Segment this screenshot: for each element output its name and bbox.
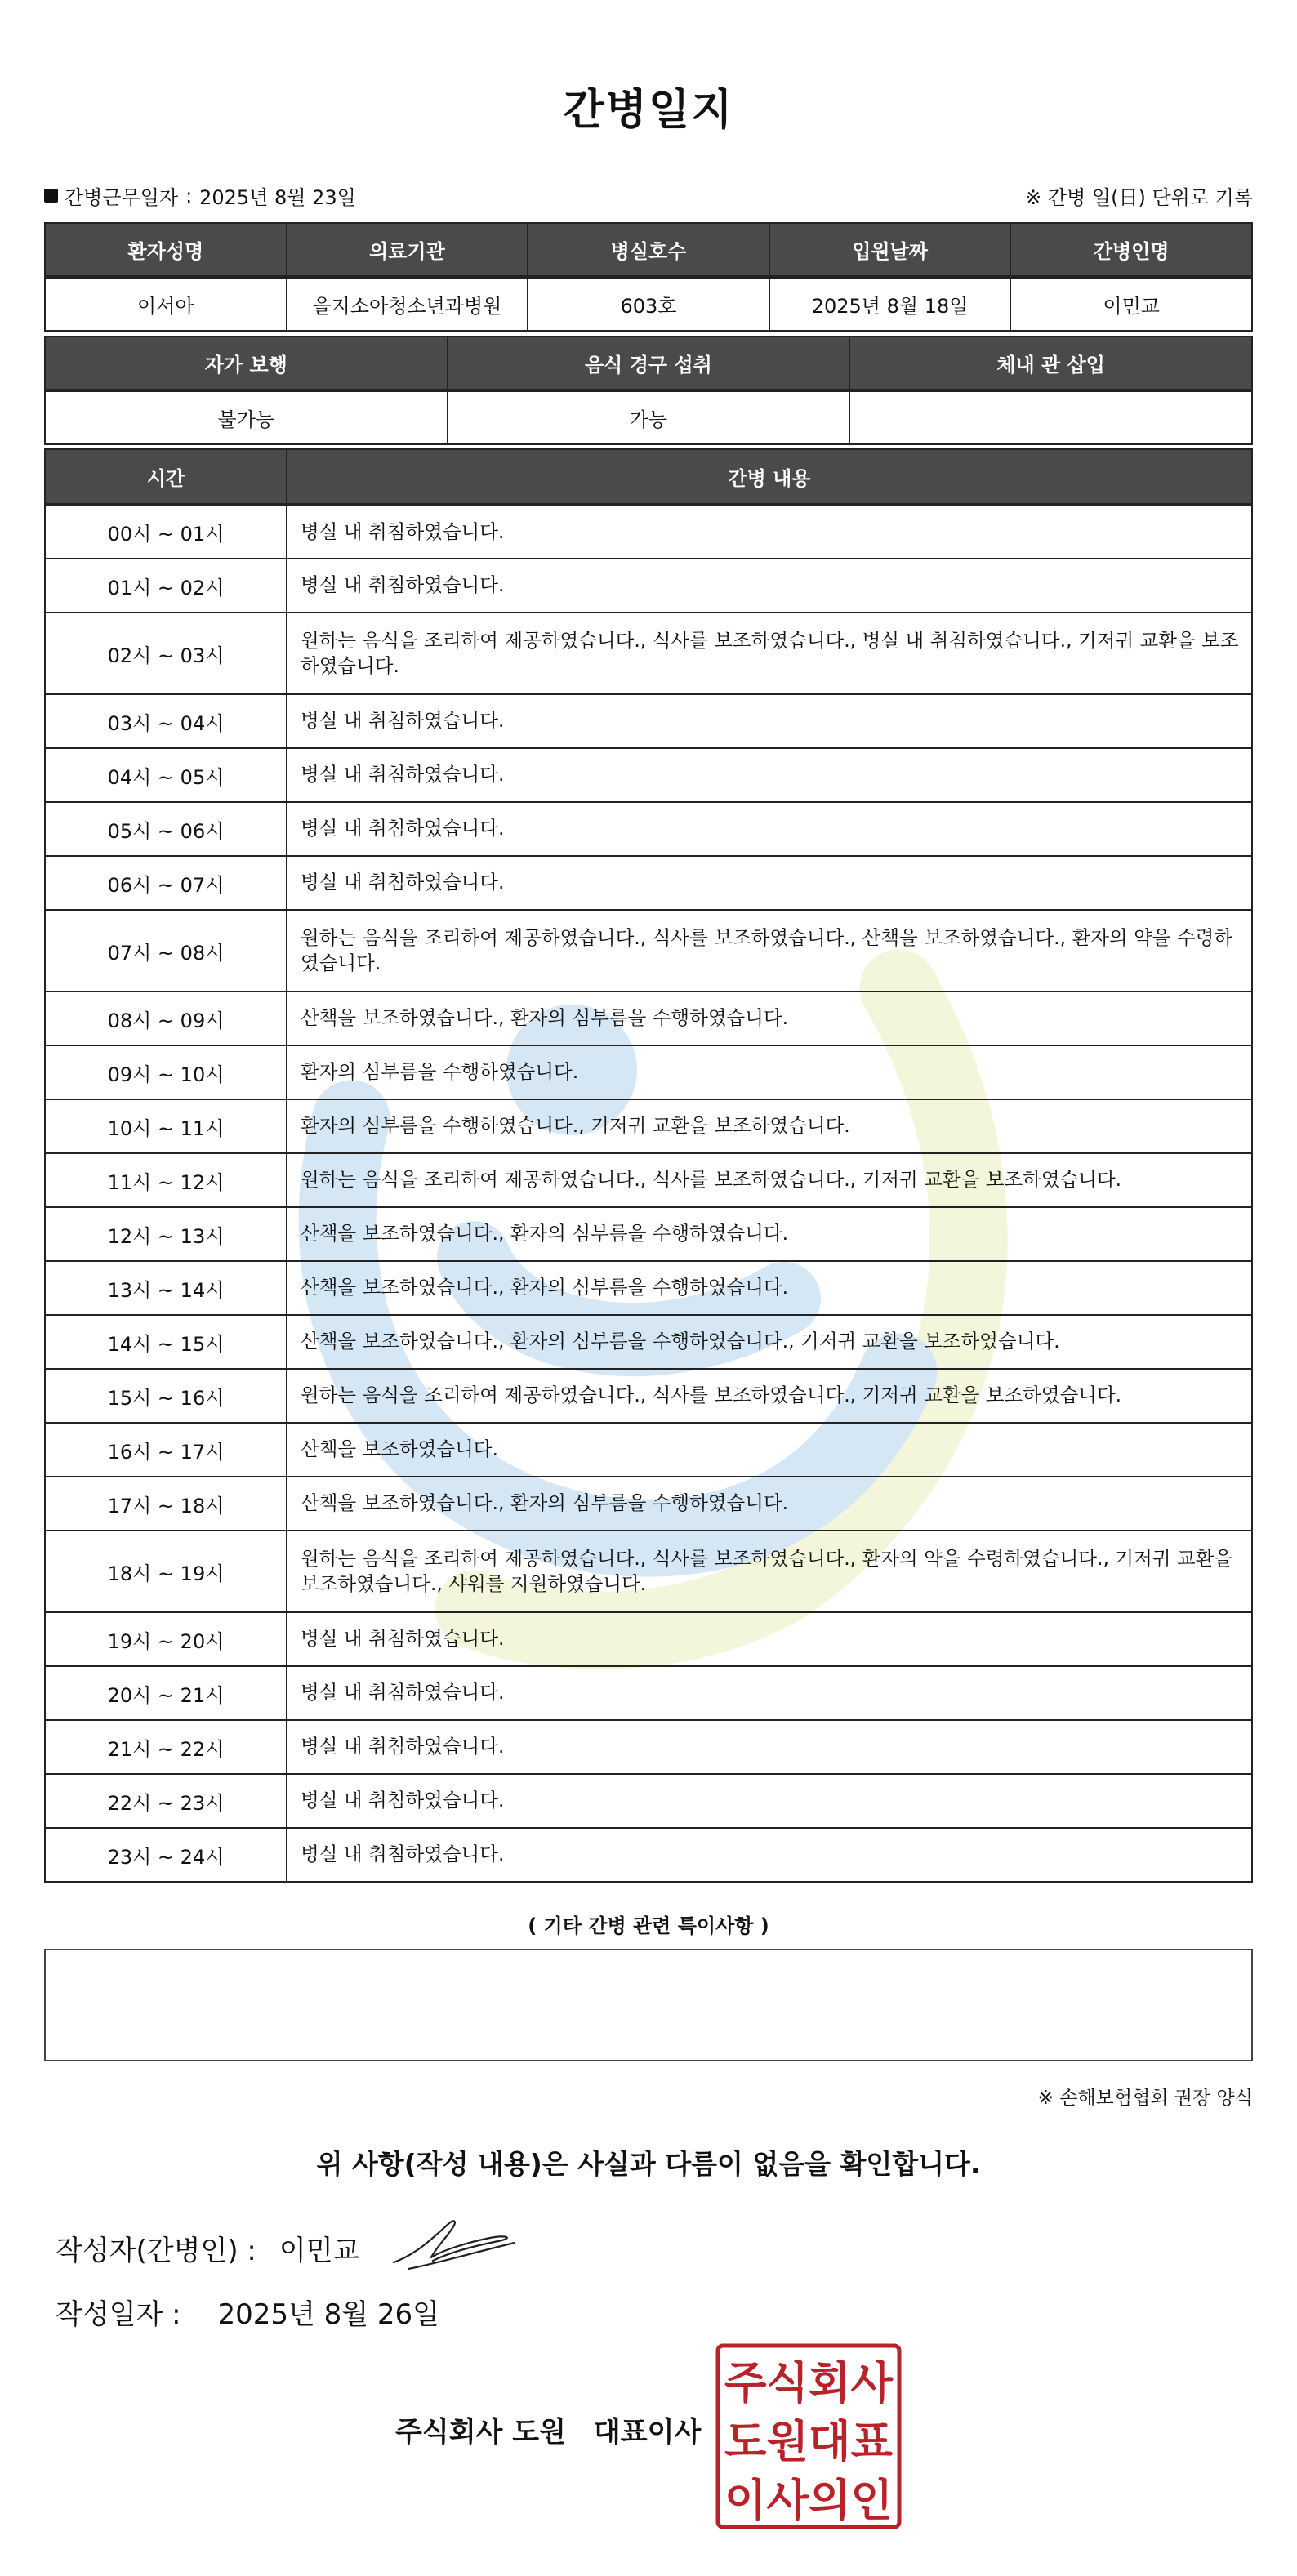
oral-intake-value: 가능	[448, 390, 850, 444]
care-log-time: 12시 ~ 13시	[45, 1207, 287, 1261]
seal-text-line: 이사의인	[724, 2475, 893, 2526]
writer-label: 작성자(간병인) :	[56, 2235, 256, 2267]
writer-name: 이민교	[279, 2235, 360, 2267]
record-note: ※ 간병 일(日) 단위로 기록	[1025, 186, 1253, 209]
self-walking-value: 불가능	[45, 390, 448, 444]
etc-notes-box	[44, 1949, 1253, 2061]
care-log-time: 15시 ~ 16시	[45, 1369, 287, 1423]
care-log-row	[45, 1774, 1252, 1828]
hospital-name: 을지소아청소년과병원	[287, 277, 528, 331]
care-log-time: 03시 ~ 04시	[45, 694, 287, 748]
work-date-label: 간병근무일자	[65, 186, 179, 209]
care-log-content: 병실 내 취침하였습니다.	[287, 1666, 1252, 1720]
header-care-content: 간병 내용	[287, 449, 1252, 505]
care-log-row	[45, 748, 1252, 802]
care-log-time: 16시 ~ 17시	[45, 1423, 287, 1477]
meta-row	[44, 181, 1253, 209]
care-log-time: 21시 ~ 22시	[45, 1720, 287, 1774]
care-log-content: 병실 내 취침하였습니다.	[287, 856, 1252, 910]
etc-label: ( 기타 간병 관련 특이사항 )	[528, 1914, 769, 1937]
tube-insertion-value	[849, 390, 1252, 444]
care-log-time: 00시 ~ 01시	[45, 505, 287, 559]
care-log-content: 원하는 음식을 조리하여 제공하였습니다., 식사를 보조하였습니다., 환자의 약을 수령하였습니다., 기저귀 교환을 보조하였습니다., 샤워를 지원하였습니다.	[287, 1531, 1252, 1612]
care-log-row	[45, 802, 1252, 856]
care-log-row	[45, 1531, 1252, 1612]
header-time: 시간	[45, 449, 287, 505]
company-line	[395, 2409, 701, 2449]
care-log-content: 산책을 보조하였습니다., 환자의 심부름을 수행하였습니다.	[287, 992, 1252, 1045]
admission-date: 2025년 8월 18일	[769, 277, 1011, 331]
care-log-time: 17시 ~ 18시	[45, 1477, 287, 1531]
care-log-content: 원하는 음식을 조리하여 제공하였습니다., 식사를 보조하였습니다., 기저귀 교환을 보조하였습니다.	[287, 1153, 1252, 1207]
care-log-content: 원하는 음식을 조리하여 제공하였습니다., 식사를 보조하였습니다., 병실 내 취침하였습니다., 기저귀 교환을 보조하였습니다.	[287, 613, 1252, 694]
work-date-value: 2025년 8월 23일	[199, 186, 356, 209]
care-log-row	[45, 1423, 1252, 1477]
care-log-content: 원하는 음식을 조리하여 제공하였습니다., 식사를 보조하였습니다., 산책을 보조하였습니다., 환자의 약을 수령하였습니다.	[287, 910, 1252, 992]
care-log-content: 병실 내 취침하였습니다.	[287, 1774, 1252, 1828]
care-log-content: 병실 내 취침하였습니다.	[287, 694, 1252, 748]
patient-info-value-row	[45, 277, 1252, 331]
care-log-row	[45, 1261, 1252, 1315]
care-log-time: 23시 ~ 24시	[45, 1828, 287, 1882]
bullet-square-icon	[44, 189, 58, 203]
care-log-row	[45, 1369, 1252, 1423]
care-log-time: 20시 ~ 21시	[45, 1666, 287, 1720]
care-log-row	[45, 1828, 1252, 1882]
care-log-content: 원하는 음식을 조리하여 제공하였습니다., 식사를 보조하였습니다., 기저귀 교환을 보조하였습니다.	[287, 1369, 1252, 1423]
work-date-separator: :	[185, 184, 193, 207]
association-note: ※ 손해보험협회 권장 양식	[1037, 2088, 1253, 2109]
care-log-content: 병실 내 취침하였습니다.	[287, 505, 1252, 559]
seal-text-line: 도원대표	[724, 2416, 893, 2467]
patient-status-header-row	[45, 336, 1252, 390]
page-title: 간병일지	[563, 86, 734, 135]
header-caregiver-name: 간병인명	[1010, 223, 1252, 277]
patient-info-header-row	[45, 223, 1252, 277]
care-log-content: 환자의 심부름을 수행하였습니다.	[287, 1045, 1252, 1099]
written-date-label: 작성일자 :	[56, 2298, 181, 2331]
care-log-time: 19시 ~ 20시	[45, 1612, 287, 1666]
seal-text-line: 주식회사	[724, 2357, 894, 2409]
care-log-time: 10시 ~ 11시	[45, 1099, 287, 1153]
care-log-time: 07시 ~ 08시	[45, 910, 287, 992]
care-log-content: 병실 내 취침하였습니다.	[287, 1720, 1252, 1774]
header-patient-name: 환자성명	[45, 223, 287, 277]
care-log-row	[45, 694, 1252, 748]
care-log-content: 산책을 보조하였습니다., 환자의 심부름을 수행하였습니다., 기저귀 교환을 보조하였습니다.	[287, 1315, 1252, 1369]
caregiver-name: 이민교	[1010, 277, 1252, 331]
signature-image	[384, 2205, 523, 2279]
care-log-content: 산책을 보조하였습니다., 환자의 심부름을 수행하였습니다.	[287, 1207, 1252, 1261]
care-log-content: 병실 내 취침하였습니다.	[287, 1828, 1252, 1882]
written-date-line	[56, 2292, 439, 2332]
care-log-row	[45, 1207, 1252, 1261]
care-log-content: 병실 내 취침하였습니다.	[287, 748, 1252, 802]
care-log-time: 05시 ~ 06시	[45, 802, 287, 856]
patient-status-value-row	[45, 390, 1252, 444]
care-log-content: 병실 내 취침하였습니다.	[287, 559, 1252, 613]
work-date	[44, 181, 356, 210]
header-room-number: 병실호수	[528, 223, 769, 277]
company-name: 주식회사 도원	[395, 2416, 566, 2449]
care-log-content: 산책을 보조하였습니다., 환자의 심부름을 수행하였습니다.	[287, 1261, 1252, 1315]
care-log-header-row	[45, 449, 1252, 505]
care-log-row	[45, 992, 1252, 1045]
confirmation-statement: 위 사항(작성 내용)은 사실과 다름이 없음을 확인합니다.	[316, 2148, 981, 2180]
care-log-body	[45, 505, 1252, 1882]
care-log-table	[44, 448, 1253, 1883]
care-log-row	[45, 1666, 1252, 1720]
care-log-content: 병실 내 취침하였습니다.	[287, 802, 1252, 856]
care-log-time: 11시 ~ 12시	[45, 1153, 287, 1207]
care-log-time: 14시 ~ 15시	[45, 1315, 287, 1369]
care-log-time: 22시 ~ 23시	[45, 1774, 287, 1828]
care-log-row	[45, 1477, 1252, 1531]
patient-info-table	[44, 222, 1253, 332]
care-log-row	[45, 1153, 1252, 1207]
room-number: 603호	[528, 277, 769, 331]
care-log-row	[45, 613, 1252, 694]
care-log-row	[45, 856, 1252, 910]
care-log-content: 병실 내 취침하였습니다.	[287, 1612, 1252, 1666]
care-log-row	[45, 1720, 1252, 1774]
care-log-row	[45, 1315, 1252, 1369]
care-log-time: 18시 ~ 19시	[45, 1531, 287, 1612]
care-log-time: 08시 ~ 09시	[45, 992, 287, 1045]
care-log-row	[45, 910, 1252, 992]
care-log-content: 산책을 보조하였습니다.	[287, 1423, 1252, 1477]
care-log-time: 02시 ~ 03시	[45, 613, 287, 694]
writer-line	[56, 2228, 359, 2268]
care-log-time: 01시 ~ 02시	[45, 559, 287, 613]
care-log-row	[45, 505, 1252, 559]
care-log-time: 13시 ~ 14시	[45, 1261, 287, 1315]
care-log-row	[45, 559, 1252, 613]
care-log-time: 04시 ~ 05시	[45, 748, 287, 802]
care-log-time: 09시 ~ 10시	[45, 1045, 287, 1099]
care-log-row	[45, 1099, 1252, 1153]
written-date-value: 2025년 8월 26일	[217, 2298, 440, 2331]
header-tube-insertion: 체내 관 삽입	[849, 336, 1252, 390]
header-hospital: 의료기관	[287, 223, 528, 277]
care-log-content: 산책을 보조하였습니다., 환자의 심부름을 수행하였습니다.	[287, 1477, 1252, 1531]
care-log-row	[45, 1045, 1252, 1099]
company-representative-title: 대표이사	[593, 2416, 702, 2449]
patient-status-table	[44, 336, 1253, 445]
patient-name: 이서아	[45, 277, 287, 331]
header-self-walking: 자가 보행	[45, 336, 448, 390]
header-admission-date: 입원날짜	[769, 223, 1011, 277]
care-log-content: 환자의 심부름을 수행하였습니다., 기저귀 교환을 보조하였습니다.	[287, 1099, 1252, 1153]
care-log-row	[45, 1612, 1252, 1666]
care-log-time: 06시 ~ 07시	[45, 856, 287, 910]
header-oral-intake: 음식 경구 섭취	[448, 336, 850, 390]
company-seal-stamp	[715, 2342, 903, 2530]
